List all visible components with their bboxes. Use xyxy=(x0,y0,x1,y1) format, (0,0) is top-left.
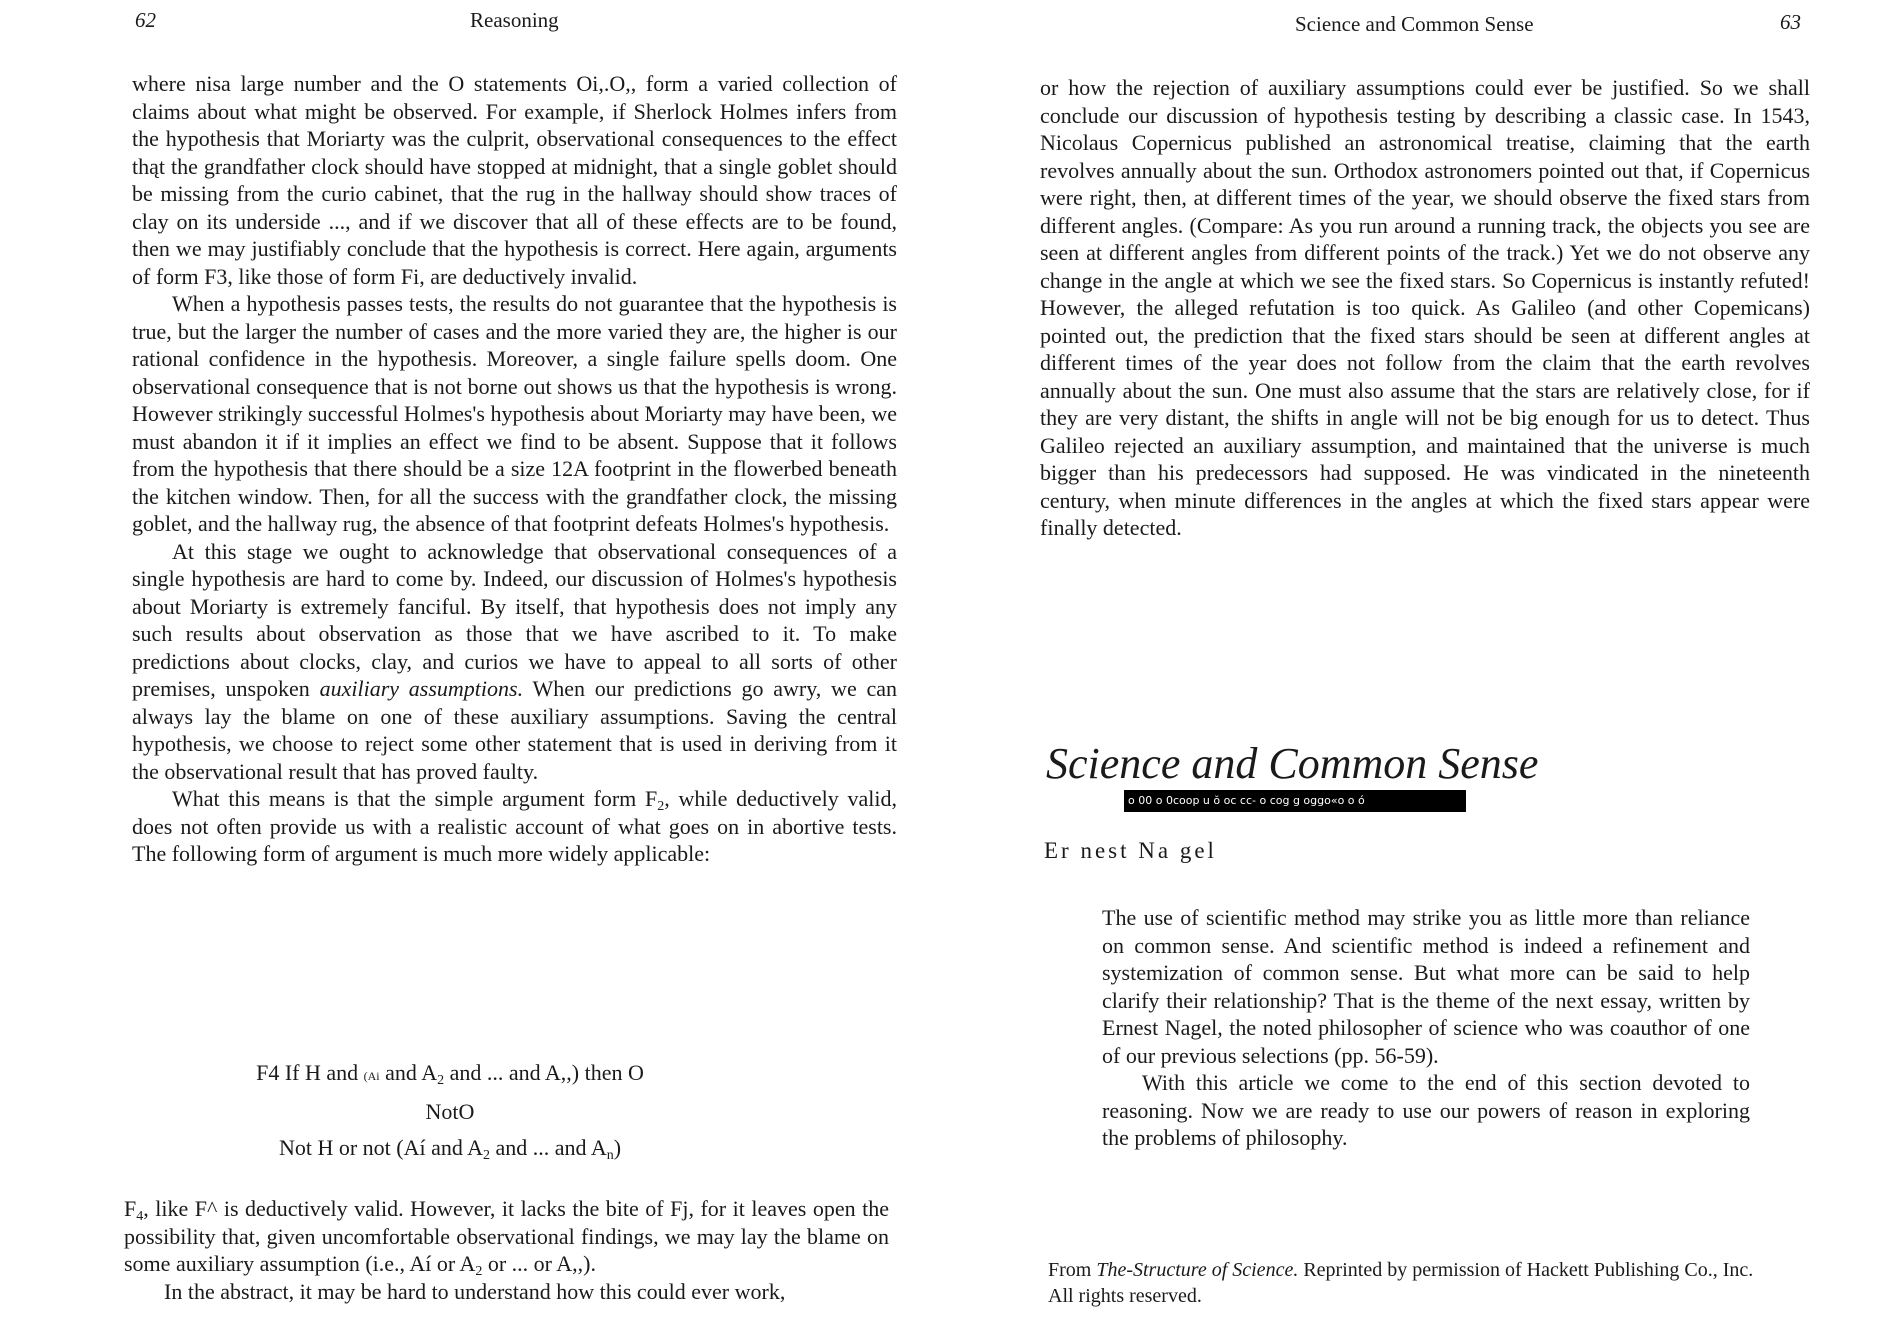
formula-line: F4 If H and (Ai and $A_2$ and ... and A,,) then O xyxy=(256,1060,644,1088)
right-page xyxy=(940,0,1900,1334)
formula-line: NotO xyxy=(425,1099,475,1124)
paragraph: What this means is that the simple argument form $F_2$, while deductively valid, does not often provide us with a realistic account of what goes on in abortive tests. The following form of argument is much more widely applicable: xyxy=(132,786,897,866)
paragraph: where nisa large number and the O statements Oi,.O,, form a varied collection of claims about what might be observed. For example, if Sherlock Holmes infers from the hypothesis that Moriarty was the culprit, observational consequences to the effect thąt the grandfather clock should have stopped at midnight, that a single goblet should be missing from the curio cabinet, that the rug in the hallway should show traces of clay on its underside ..., and if we discover that all of these effects are to be found, then we may justifiably conclude that the hypothesis is correct. Here again, arguments of form F3, like those of form Fi, are deductively invalid. xyxy=(132,71,897,289)
emphasis: auxiliary assumptions. xyxy=(319,676,524,701)
source-credit: From The-Structure of Science. Reprinted by permission of Hackett Publishing Co., Inc. All rights reserved. xyxy=(1048,1259,1754,1307)
running-head-right: Science and Common Sense xyxy=(1295,12,1534,36)
left-body-bottom xyxy=(124,1195,889,1305)
intro-text xyxy=(1102,904,1750,1152)
book-title: The-Structure of Science. xyxy=(1096,1259,1299,1281)
author-name: Er nest Na gel xyxy=(1044,838,1217,863)
paragraph: When a hypothesis passes tests, the results do not guarantee that the hypothesis is true, but the larger the number of cases and the more varied they are, the higher is our rational confidence in the hypothesis. Moreover, a single failure spells doom. One observational consequence that is not borne out shows us that the hypothesis is wrong. However strikingly successful Holmes's hypothesis about Moriarty may have been, we must abandon it if it implies an effect we find to be absent. Suppose that it follows from the hypothesis that there should be a size 12A footprint in the flowerbed beneath the kitchen window. Then, for all the success with the grandfather clock, the missing goblet, and the hallway rug, the absence of that footprint defeats Holmes's hypothesis. xyxy=(132,291,897,536)
left-page xyxy=(0,0,940,1334)
paragraph: $F_4$, like F^ is deductively valid. However, it lacks the bite of Fj, for it leaves open the possibility that, given uncomfortable observational findings, we may lay the blame on some auxiliary assumption (i.e., Aí or $A_2$ or ... or A,,). xyxy=(124,1196,889,1279)
page-number-left: 62 xyxy=(135,8,156,32)
left-body-top xyxy=(132,70,897,868)
argument-form-f4 xyxy=(220,1055,680,1166)
paragraph: or how the rejection of auxiliary assumptions could ever be justified. So we shall conclude our discussion of hypothesis testing by describing a classic case. In 1543, Nicolaus Copernicus published an astronomical treatise, claiming that the earth revolves annually about the sun. Orthodox astronomers pointed out that, if Copernicus were right, then, at different times of the year, we should observe the fixed stars from different angles. (Compare: As you run around a running track, the objects you see are seen at different angles from different points of the track.) Yet we do not observe any change in the angle at which we see the fixed stars. So Copernicus is instantly refuted! However, the alleged refutation is too quick. As Galileo (and other Copemicans) pointed out, the prediction that the fixed stars should be seen at different angles at different times of the year does not follow from the claim that the earth revolves annually about the sun. One must also assume that the stars are relatively close, for if they are very distant, the shifts in angle will not be big enough for us to detect. Thus Galileo rejected an auxiliary assumption, and maintained that the universe is much bigger than his predecessors had supposed. He was vindicated in the nineteenth century, when minute differences in the angles at which the fixed stars appear were finally detected. xyxy=(1040,75,1810,540)
running-head-left: Reasoning xyxy=(470,8,559,32)
paragraph: In the abstract, it may be hard to understand how this could ever work, xyxy=(164,1278,786,1304)
paragraph: With this article we come to the end of this section devoted to reasoning. Now we are ready to use our powers of reason in exploring the problems of philosophy. xyxy=(1102,1070,1750,1150)
formula-line: Not H or not (Aí and $A_2$ and ... and $A_n$) xyxy=(278,1135,622,1163)
right-body xyxy=(1040,74,1810,542)
page-number-right: 63 xyxy=(1780,10,1801,34)
paragraph: The use of scientific method may strike you as little more than reliance on common sense. And scientific method is indeed a refinement and systemization of common sense. But what more can be said to help clarify their relationship? That is the theme of the next essay, written by Ernest Nagel, the noted philosopher of science who was coauthor of one of our previous selections (pp. 56-59). xyxy=(1102,905,1750,1068)
section-title: Science and Common Sense xyxy=(1046,739,1539,788)
paragraph: At this stage we ought to acknowledge that observational consequences of a single hypothesis are hard to come by. Indeed, our discussion of Holmes's hypothesis about Moriarty is extremely fanciful. By itself, that hypothesis does not imply any such results about observation as those that we have ascribed to it. To make predictions about clocks, clay, and curios we have to appeal to all sorts of other premises, unspoken auxiliary assumptions. When our predictions go awry, we can always lay the blame on one of these auxiliary assumptions. Saving the central hypothesis, we choose to reject some other statement that is used in deriving from it the observational result that has proved faulty. xyxy=(132,538,898,784)
title-ornament-bar: o 00 o 0coop u ŏ oc cc- o cog g oggo«o o ó xyxy=(1124,790,1466,812)
